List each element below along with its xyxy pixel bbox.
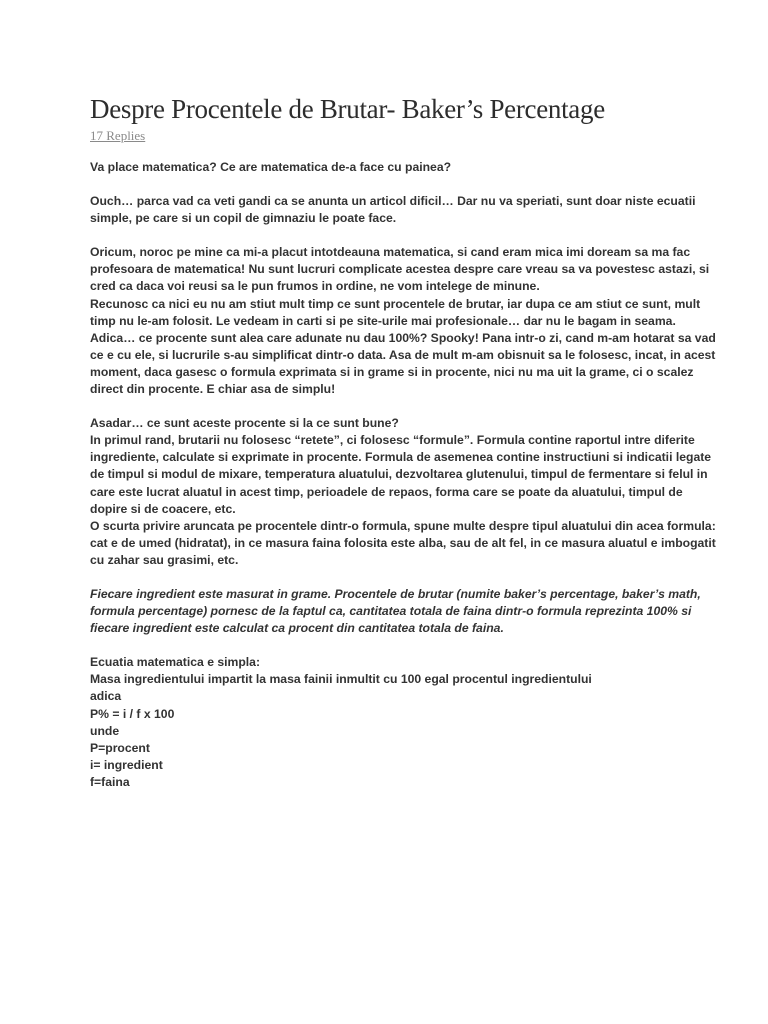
replies-link[interactable]: 17 Replies: [90, 128, 146, 143]
paragraph-fiecare-ingredient: Fiecare ingredient este masurat in grame. Procentele de brutar (numite baker’s percentage, baker’s math, formula percentage) pornesc de la faptul ca, cantitatea totala de faina dintr-o formula reprezinta 100% si fiecare ingredient este calculat ca procent din cantitatea totala de faina.: [90, 586, 701, 636]
definition-ingredient: i= ingredient: [90, 757, 163, 772]
paragraph-ouch: Ouch… parca vad ca veti gandi ca se anunta un articol dificil… Dar nu va speriati, sunt doar niste ecuatii simple, pe care si un copil de gimnaziu le poate face.: [90, 194, 696, 226]
paragraph-asadar: Asadar… ce sunt aceste procente si la ce sunt bune?: [90, 416, 399, 431]
paragraph-scurta-privire: O scurta privire aruncata pe procentele dintr-o formula, spune multe despre tipul aluatului din acea formula: cat e de umed (hidratat), in ce masura faina folosita este alba, sau de alt fel, in ce masura aluatul e imbogatit cu zahar sau grasimi, etc.: [90, 518, 716, 567]
paragraph-masa: Masa ingredientului impartit la masa fainii inmultit cu 100 egal procentul ingredientului: [90, 672, 592, 687]
article: [90, 92, 720, 791]
definition-faina: f=faina: [90, 774, 130, 789]
paragraph-intro-question: Va place matematica? Ce are matematica de-a face cu painea?: [90, 160, 452, 174]
paragraph-recunosc: Recunosc ca nici eu nu am stiut mult timp ce sunt procentele de brutar, iar dupa ce am stiut ce sunt, mult timp nu le-am folosit. Le vedeam in carti si pe site-urile mai profesionale… dar nu le bagam in seama. Adica… ce procente sunt alea care adunate nu dau 100%? Spooky! Pana intr-o zi, cand m-am hotarat sa vad ce e cu ele, si lucrurile s-au simplificat dintr-o data. Asa de mult m-am obisnuit sa le folosesc, incat, in acest moment, daca gasesc o formula exprimata si in grame si in procente, nici nu ma uit la grame, ci o scalez direct din procente. E chiar asa de simplu!: [90, 296, 716, 397]
definition-procent: P=procent: [90, 740, 150, 755]
paragraph-unde: unde: [90, 723, 120, 738]
formula-line: P% = i / f x 100: [90, 706, 175, 721]
paragraph-adica: adica: [90, 689, 122, 704]
article-body: [90, 159, 720, 791]
paragraph-ecuatia: Ecuatia matematica e simpla:: [90, 655, 261, 670]
article-title: Despre Procentele de Brutar- Baker’s Percentage: [90, 94, 605, 124]
paragraph-primul-rand: In primul rand, brutarii nu folosesc “retete”, ci folosesc “formule”. Formula contine raportul intre diferite ingrediente, calculate si exprimate in procente. Formula de asemenea contine instructiuni si indicatii legate de timpul si modul de mixare, temperatura aluatului, dezvoltarea glutenului, timpul de fermentare si felul in care este lucrat aluatul in acest timp, perioadele de repaos, forma care se poate da aluatului, timpul de dopire si de coacere, etc.: [90, 433, 712, 516]
paragraph-oricum: Oricum, noroc pe mine ca mi-a placut intotdeauna matematica, si cand eram mica imi doream sa ma fac profesoara de matematica! Nu sunt lucruri complicate acestea despre care vreau sa va povestesc astazi, si cred ca daca voi reusi sa le pun frumos in ordine, ne vom intelege de minune.: [90, 245, 710, 294]
